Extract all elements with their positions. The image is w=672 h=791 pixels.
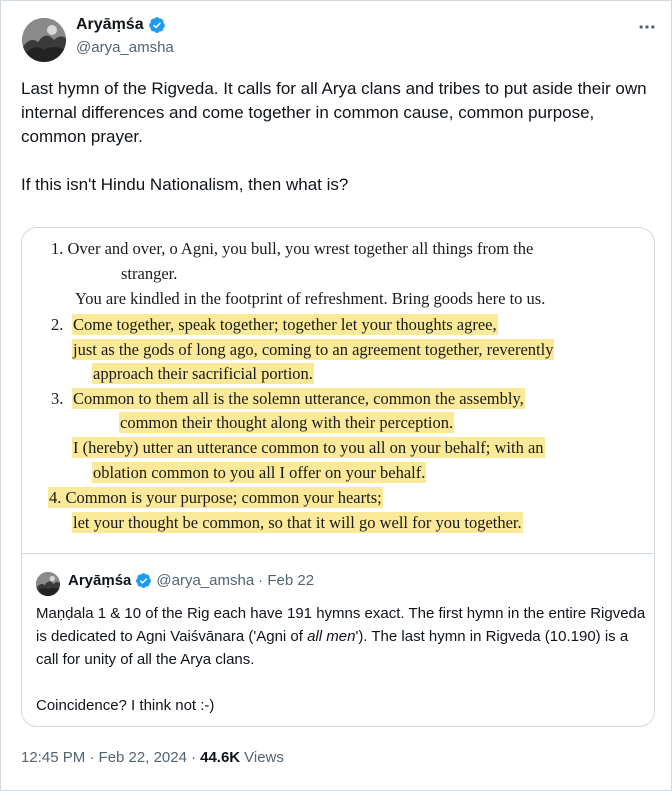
views-count: 44.6K [200,749,241,766]
quoted-paragraph: Coincidence? I think not :-) [36,697,215,714]
verse-line-highlighted: common their thought along with their perception. [120,413,454,432]
quoted-avatar [36,572,60,596]
verse-number: 3. [51,389,64,408]
quoted-tweet[interactable] [21,553,655,727]
verse-line-highlighted: Common to them all is the solemn utterance, common the assembly, [73,389,524,408]
verified-badge-icon [135,572,152,589]
author-name-row [76,16,166,34]
quoted-paragraph: Maṇḍala 1 & 10 of the Rig each have 191 hymns exact. The first hymn in the entire Rigveda is dedicated to Agni Vaiśvānara ('Agni of all men'). The last hymn in Rigveda (10.190) is a call for unity of all the Arya clans. [36,605,646,668]
verse-line: You are kindled in the footprint of refreshment. Bring goods here to us. [75,289,546,308]
verse-line-highlighted: let your thought be common, so that it will go well for you together. [73,513,522,532]
verse-number: 2. [51,315,64,334]
timestamp-link[interactable]: 12:45 PM · Feb 22, 2024 · [21,749,197,766]
tweet-footer [21,749,284,766]
quoted-text [36,602,646,717]
verse-line-highlighted: 4. Common is your purpose; common your hearts; [49,488,382,507]
verified-badge-icon [148,16,166,34]
verse-line: 1. Over and over, o Agni, you bull, you wrest together all things from the [51,239,534,258]
author-handle[interactable]: @arya_amsha [76,39,174,56]
quoted-header [68,572,314,589]
verse-line-highlighted: I (hereby) utter an utterance common to you all on your behalf; with an [73,438,544,457]
verse-line-highlighted: Come together, speak together; together let your thoughts agree, [73,315,497,334]
author-display-name[interactable]: Aryāṃśa [76,16,144,33]
quoted-date: · Feb 22 [258,572,315,589]
avatar-image-icon [22,18,66,62]
avatar[interactable] [22,18,66,62]
quoted-handle: @arya_amsha [156,572,255,589]
quoted-display-name: Aryāṃśa [68,572,132,589]
verse-line: stranger. [121,264,178,283]
views-label: Views [244,749,284,766]
tweet-text [21,77,651,197]
hymn-image[interactable] [21,227,655,554]
verse-line-highlighted: oblation common to you all I offer on your behalf. [93,463,426,482]
tweet-paragraph: If this isn't Hindu Nationalism, then what is? [21,175,349,194]
avatar-image-icon [36,572,60,596]
more-options-icon[interactable] [637,17,657,37]
verse-line-highlighted: approach their sacrificial portion. [93,364,313,383]
tweet-paragraph: Last hymn of the Rigveda. It calls for all Arya clans and tribes to put aside their own internal differences and come together in common cause, common purpose, common prayer. [21,79,647,146]
verse-line-highlighted: just as the gods of long ago, coming to an agreement together, reverently [73,340,554,359]
